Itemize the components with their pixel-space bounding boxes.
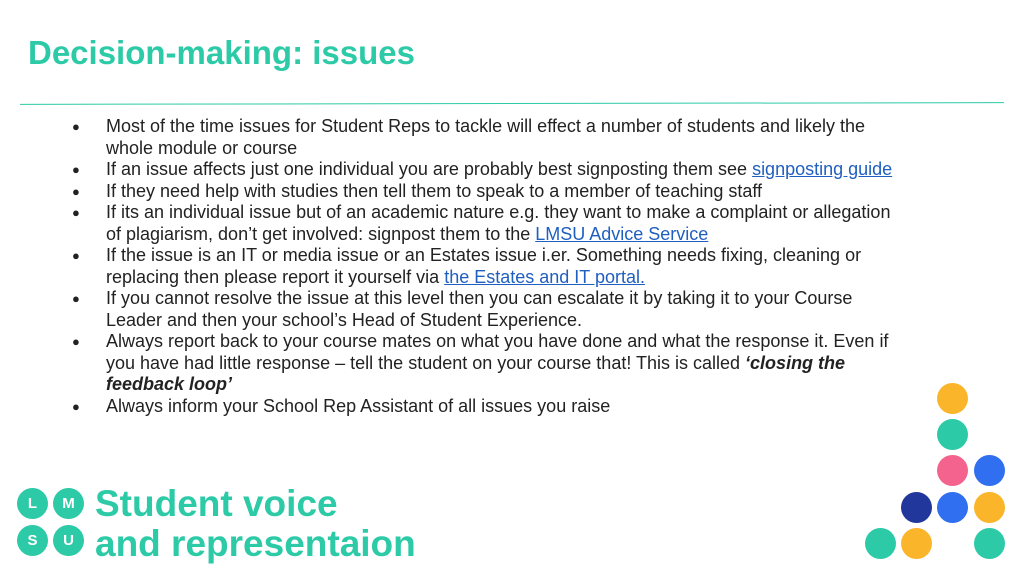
item-text: If you cannot resolve the issue at this level then you can escalate it by taking it to your Course Leader and then your school’s Head of Student Experience.	[106, 288, 853, 330]
page-title: Decision-making: issues	[28, 34, 415, 71]
item-text: If they need help with studies then tell them to speak to a member of teaching staff	[106, 180, 763, 201]
issues-list	[106, 116, 896, 417]
item-text: If its an individual issue but of an academic nature e.g. they want to make a complaint or allegation of plagiarism, don’t get involved: signpost them to the	[106, 202, 891, 244]
brand-line-2: and representaion	[95, 523, 416, 564]
dot-icon	[901, 492, 932, 523]
dot-icon	[974, 455, 1005, 486]
dot-icon	[937, 383, 968, 414]
brand-line-1: Student voice	[95, 483, 338, 524]
list-item	[106, 116, 896, 159]
list-item	[106, 396, 896, 418]
item-text: If an issue affects just one individual you are probably best signposting them see	[106, 159, 753, 179]
list-item	[106, 202, 896, 245]
list-item	[106, 181, 896, 203]
dot-icon	[865, 528, 896, 559]
estates-it-portal-link[interactable]: the Estates and IT portal.	[444, 266, 645, 287]
item-text: Always inform your School Rep Assistant of all issues you raise	[106, 395, 611, 416]
logo-letter: M	[53, 488, 84, 519]
dot-icon	[974, 492, 1005, 523]
dot-icon	[937, 419, 968, 450]
logo-letter: L	[17, 488, 48, 519]
item-text: Most of the time issues for Student Reps to tackle will effect a number of students and likely the whole module or course	[106, 116, 866, 158]
list-item	[106, 159, 896, 181]
title-divider	[20, 102, 1004, 105]
item-text: If the issue is an IT or media issue or an Estates issue i.er. Something needs fixing, cleaning or replacing then please report it yourself via	[106, 245, 862, 287]
logo-letter: S	[17, 525, 48, 556]
emphasis-text: ‘closing the feedback loop’	[106, 352, 846, 394]
list-item	[106, 288, 896, 331]
dot-icon	[937, 455, 968, 486]
dot-icon	[974, 528, 1005, 559]
list-item	[106, 331, 896, 396]
dot-icon	[901, 528, 932, 559]
brand-text	[95, 484, 416, 564]
item-text: Always report back to your course mates on what you have done and what the response it. Even if you have had little response – tell the student on your course that! This is called	[106, 331, 889, 373]
logo-letter: U	[53, 525, 84, 556]
signposting-guide-link[interactable]: signposting guide	[752, 159, 893, 179]
dot-icon	[937, 492, 968, 523]
advice-service-link[interactable]: LMSU Advice Service	[535, 223, 709, 244]
list-item	[106, 245, 896, 288]
